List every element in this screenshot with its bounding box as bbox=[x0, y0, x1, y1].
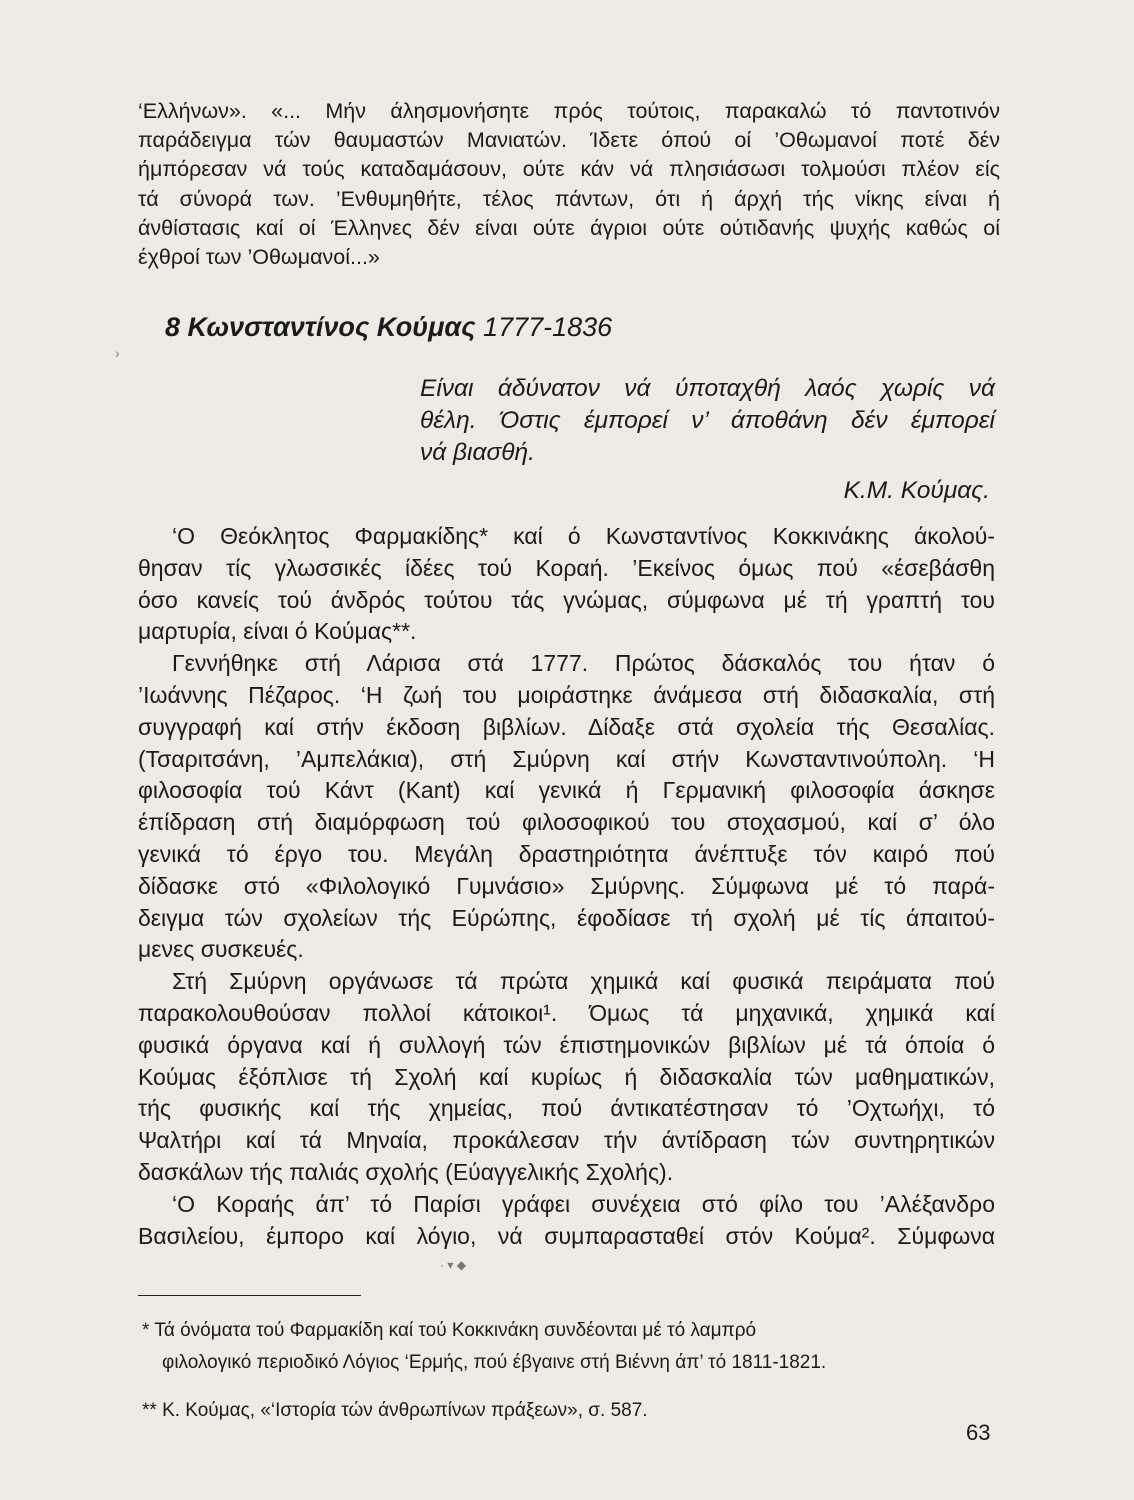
body-line: φιλοσοφία τού Κάντ (Kant) καί γενικά ή Γερμανική φιλοσοφία άσκησε bbox=[138, 777, 995, 804]
body-line: Στή Σμύρνη οργάνωσε τά πρώτα χημικά καί φυσικά πειράματα πού bbox=[172, 968, 995, 995]
intro-line: παράδειγμα τών θαυμαστών Μανιατών. Ίδετε όπού οί ’Οθωμανοί ποτέ δέν bbox=[138, 128, 1000, 153]
body-line: γενικά τό έργο του. Μεγάλη δραστηριότητα άνέπτυξε τόν καιρό πού bbox=[138, 840, 995, 867]
intro-quote bbox=[138, 97, 1000, 272]
epigraph-line: νά βιασθή. bbox=[420, 439, 535, 466]
body-line: Κούμας έξόπλισε τή Σχολή καί κυρίως ή διδασκαλία τών μαθηματικών, bbox=[138, 1063, 995, 1090]
body-line: ‘Ο Θεόκλητος Φαρμακίδης* καί ό Κωνσταντίνος Κοκκινάκης άκολού- bbox=[172, 523, 995, 549]
page-number: 63 bbox=[966, 1420, 991, 1445]
body-line: τής φυσικής καί τής χημείας, πού άντικατέστησαν τό ’Οχτωήχι, τό bbox=[138, 1095, 995, 1122]
footnotes bbox=[142, 1315, 1012, 1427]
body-line: όσο κανείς τού άνδρός τούτου τάς γνώμας, σύμφωνα μέ τή γραπτή του bbox=[138, 586, 995, 613]
body-line: ’Ιωάννης Πέζαρος. ‘Η ζωή του μοιράστηκε άνάμεσα στή διδασκαλία, στή bbox=[138, 681, 995, 708]
body-line: μενες συσκευές. bbox=[138, 936, 304, 963]
body-line: φυσικά όργανα καί ή συλλογή τών έπιστημονικών βιβλίων μέ τά όποία ό bbox=[138, 1031, 995, 1058]
epigraph-line: Είναι άδύνατον νά ύποταχθή λαός χωρίς νά bbox=[420, 375, 995, 402]
body-line: παρακολουθούσαν πολλοί κάτοικοι¹. Όμως τά μηχανικά, χημικά καί bbox=[138, 999, 995, 1026]
intro-line: ‘Ελλήνων». «... Μήν άλησμονήσητε πρός τούτοις, παρακαλώ τό παντοτινόν bbox=[138, 99, 1000, 123]
body-line: δασκάλων τής παλιάς σχολής (Εύαγγελικής Σχολής). bbox=[138, 1158, 674, 1185]
margin-mark: › bbox=[115, 345, 120, 361]
body-text bbox=[138, 521, 995, 1252]
print-smudge: · ▾ ◆ bbox=[440, 1258, 466, 1272]
body-line: δειγμα τών σχολείων τής Εύρώπης, έφοδίασε τή σχολή μέ τίς άπαιτού- bbox=[138, 904, 995, 931]
epigraph-line: θέλη. Όστις έμπορεί ν’ άποθάνη δέν έμπορεί bbox=[420, 407, 995, 434]
intro-line: ήμπόρεσαν νά τούς καταδαμάσουν, ούτε κάν νά πλησιάσωσι τολμούσι πλέον είς bbox=[138, 157, 1000, 182]
footnote-2: ** Κ. Κούμας, «‘Ιστορία τών άνθρωπίνων πράξεων», σ. 587. bbox=[142, 1400, 648, 1421]
intro-line: τά σύνορά των. ’Ενθυμηθήτε, τέλος πάντων, ότι ή άρχή τής νίκης είναι ή bbox=[138, 186, 1000, 211]
body-line: θησαν τίς γλωσσικές ίδέες τού Κοραή. ’Εκείνος όμως πού «έσεβάσθη bbox=[138, 554, 995, 581]
epigraph bbox=[420, 373, 995, 507]
section-heading bbox=[165, 312, 612, 343]
body-line: δίδασκε στό «Φιλολογικό Γυμνάσιο» Σμύρνης. Σύμφωνα μέ τό παρά- bbox=[138, 872, 995, 899]
body-line: (Τσαριτσάνη, ’Αμπελάκια), στή Σμύρνη καί στήν Κωνσταντινούπολη. ‘Η bbox=[138, 745, 995, 772]
section-name: Κωνσταντίνος Κούμας bbox=[187, 312, 476, 342]
body-line: συγγραφή καί στήν έκδοση βιβλίων. Δίδαξε στά σχολεία τής Θεσαλίας. bbox=[138, 713, 995, 740]
body-line: ‘Ο Κοραής άπ’ τό Παρίσι γράφει συνέχεια στό φίλο του ’Αλέξανδρο bbox=[172, 1190, 995, 1217]
footnote-1-line: φιλολογικό περιοδικό Λόγιος ‘Ερμής, πού έβγαινε στή Βιέννη άπ’ τό 1811-1821. bbox=[162, 1352, 827, 1373]
body-line: έπίδραση στή διαμόρφωση τού φιλοσοφικού του στοχασμού, καί σ’ όλο bbox=[138, 809, 995, 836]
intro-line: άνθίστασις καί οί Έλληνες δέν είναι ούτε άγριοι ούτε ούτιδανής ψυχής καθώς οί bbox=[138, 215, 1000, 240]
intro-line: έχθροί των ’Οθωμανοί...» bbox=[138, 244, 380, 269]
body-line: Ψαλτήρι καί τά Μηναία, προκάλεσαν τήν άντίδραση τών συντηρητικών bbox=[138, 1127, 995, 1154]
section-years: 1777-1836 bbox=[483, 312, 613, 342]
footnote-1-line: * Τά όνόματα τού Φαρμακίδη καί τού Κοκκινάκη συνδέονται μέ τό λαμπρό bbox=[142, 1320, 757, 1341]
footnote-divider bbox=[138, 1295, 361, 1296]
body-line: Γεννήθηκε στή Λάρισα στά 1777. Πρώτος δάσκαλός του ήταν ό bbox=[172, 650, 995, 677]
section-number: 8 bbox=[165, 312, 181, 342]
body-line: μαρτυρία, είναι ό Κούμας**. bbox=[138, 618, 417, 645]
body-line: Βασιλείου, έμπορο καί λόγιο, νά συμπαρασταθεί στόν Κούμα². Σύμφωνα bbox=[138, 1222, 995, 1249]
epigraph-author: Κ.Μ. Κούμας. bbox=[843, 477, 990, 504]
